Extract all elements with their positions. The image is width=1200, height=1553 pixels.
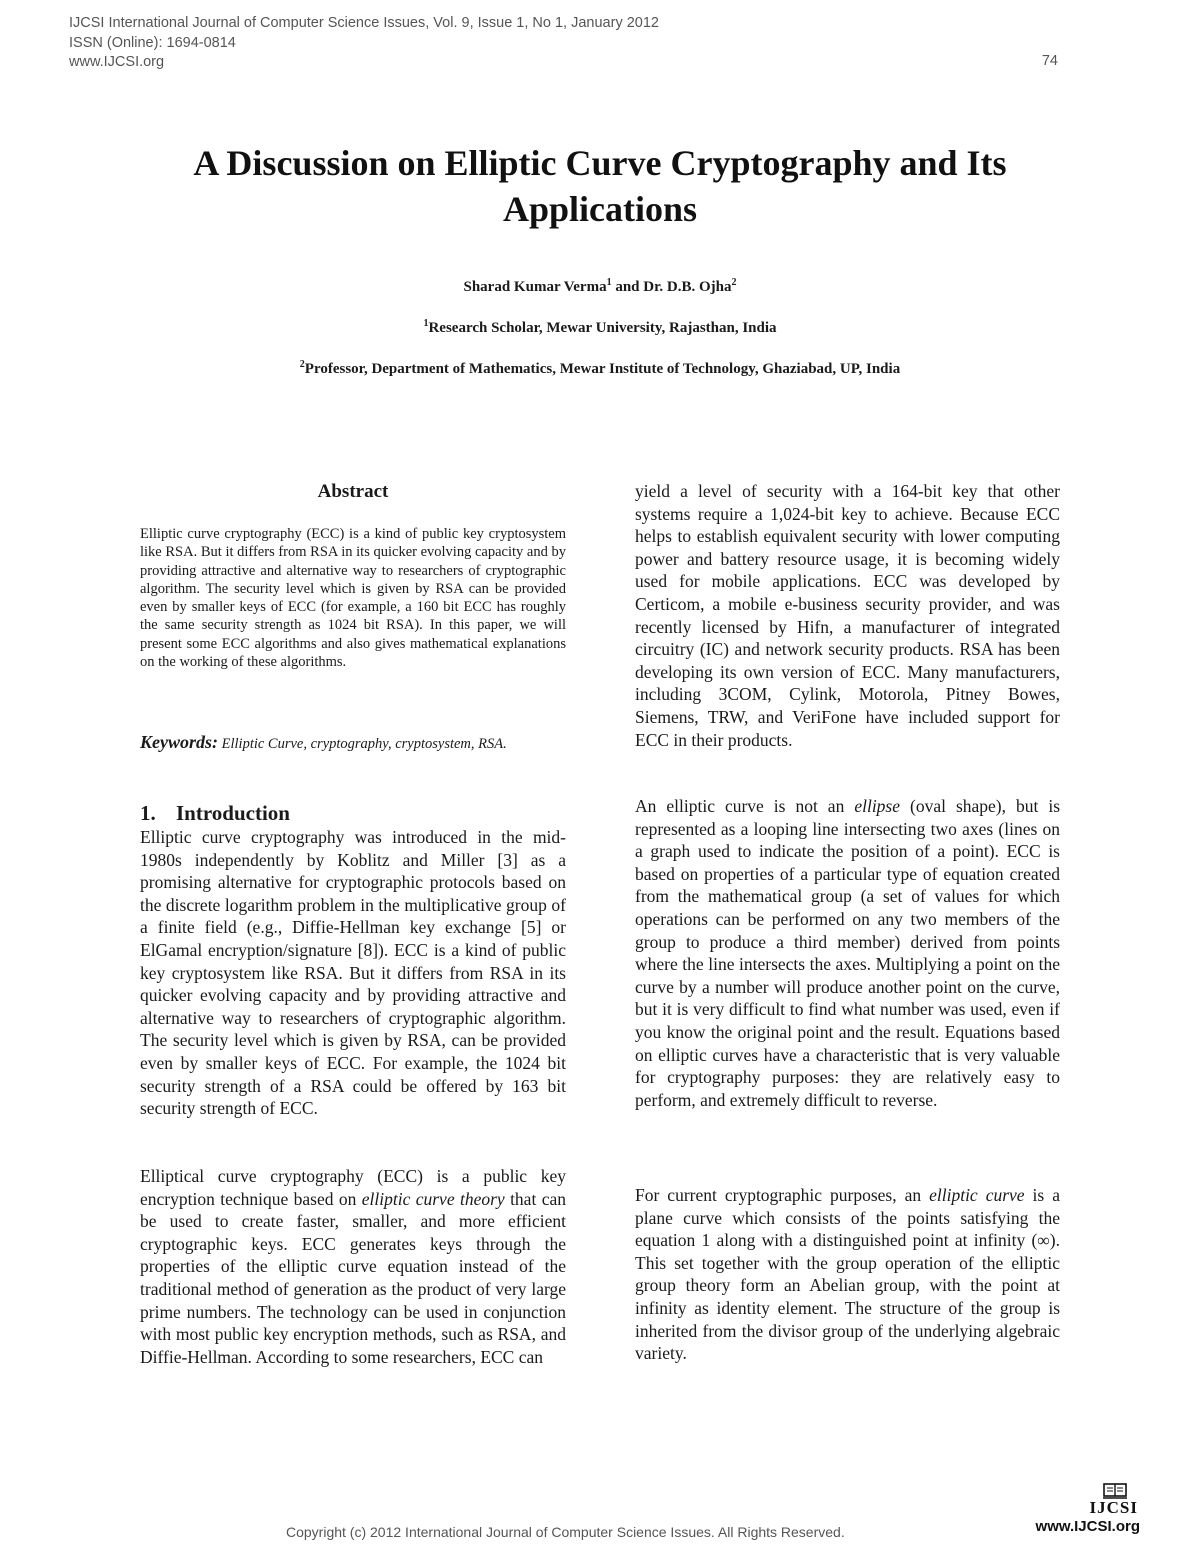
intro-right-paragraph-2-emphasis: ellipse — [854, 796, 901, 816]
abstract-heading: Abstract — [317, 481, 389, 502]
logo-name: IJCSI — [1089, 1498, 1138, 1517]
issn-line: ISSN (Online): 1694-0814 — [69, 34, 236, 51]
copyright-footer: Copyright (c) 2012 International Journal of Computer Science Issues. All Rights Reserved. — [286, 1524, 845, 1540]
intro-right-paragraph-3 — [635, 1184, 1060, 1365]
intro-right-paragraph-3-part1: For current cryptographic purposes, an — [635, 1185, 930, 1205]
affiliation-2-text: Professor, Department of Mathematics, Mewar Institute of Technology, Ghaziabad, UP, India — [304, 361, 901, 377]
affiliation-1-sup: 1 — [423, 318, 429, 329]
intro-right-paragraph-2-part1: An elliptic curve is not an — [635, 796, 855, 816]
intro-paragraph-2-part2: that can be used to create faster, smaller, and more efficient cryptographic keys. ECC generates keys through the properties of the elliptic curve equation instead of the traditional method of generation as the product of very large prime numbers. The technology can be used in conjunction with most public key encryption methods, such as RSA, and Diffie-Hellman. According to some researchers, ECC can — [140, 1188, 566, 1367]
section-title: Introduction — [176, 801, 290, 825]
author-2: Dr. D.B. Ojha — [643, 279, 732, 295]
section-number: 1. — [140, 801, 156, 825]
keywords — [140, 732, 566, 754]
page-number: 74 — [1041, 53, 1058, 69]
abstract-text: Elliptic curve cryptography (ECC) is a kind of public key cryptosystem like RSA. But it differs from RSA in its quicker evolving capacity and by providing attractive and alternative way to researchers of cryptographic algorithm. The security level which is given by RSA can be provided even by smaller keys of ECC (for example, a 160 bit ECC has roughly the same security strength as 1024 bit RSA). In this paper, we will present some ECC algorithms and also gives mathematical explanations on the working of these algorithms. — [140, 526, 566, 671]
intro-paragraph-2-emphasis: elliptic curve theory — [361, 1188, 505, 1209]
affiliation-2-sup: 2 — [299, 359, 305, 370]
journal-line: IJCSI International Journal of Computer Science Issues, Vol. 9, Issue 1, No 1, January 2012 — [69, 15, 659, 31]
section-heading-introduction — [140, 801, 290, 826]
affiliation-2 — [0, 361, 1200, 378]
intro-right-paragraph-3-part2: is a plane curve which consists of the points satisfying the equation 1 along with a distinguished point at infinity (∞). This set together with the group operation of the elliptic group theory form an Abelian group, with the point at infinity as identity element. The structure of the group is inherited from the divisor group of the underlying algebraic variety. — [635, 1185, 1060, 1364]
author-line — [0, 279, 1200, 296]
intro-paragraph-1: Elliptic curve cryptography was introduced in the mid-1980s independently by Koblitz and Miller [3] as a promising alternative for cryptographic protocols based on the discrete logarithm problem in the multiplicative group of a finite field (e.g., Diffie-Hellman key exchange [5] or ElGamal encryption/signature [8]). ECC is a kind of public key cryptosystem like RSA. But it differs from RSA in its quicker evolving capacity and by providing attractive and alternative way to researchers of cryptographic algorithm. The security level which is given by RSA, can be provided even by smaller keys of ECC. For example, the 1024 bit security strength of a RSA could be offered by 163 bit security strength of ECC. — [140, 827, 566, 1119]
intro-right-paragraph-2 — [635, 795, 1060, 1111]
intro-right-paragraph-2-part2: (oval shape), but is represented as a looping line intersecting two axes (lines on a graph used to indicate the position of a point). ECC is based on properties of a particular type of equation created from the mathematical group (a set of values for which operations can be performed on any two members of the group to produce a third member) derived from points where the line intersects the axes. Multiplying a point on the curve by a number will produce another point on the curve, but it is very difficult to find what number was used, even if you know the original point and the result. Equations based on elliptic curves have a characteristic that is very valuable for cryptography purposes: they are relatively easy to perform, and extremely difficult to reverse. — [635, 796, 1060, 1110]
keywords-label: Keywords: — [140, 732, 218, 752]
affiliation-1 — [0, 320, 1200, 337]
intro-paragraph-2-part1: Elliptical curve cryptography (ECC) is a public key encryption technique based on — [140, 1166, 566, 1209]
author-connector: and — [611, 279, 644, 295]
keywords-text: Elliptic Curve, cryptography, cryptosystem, RSA. — [221, 736, 507, 752]
author-1: Sharad Kumar Verma — [463, 279, 607, 295]
intro-right-paragraph-3-emphasis: elliptic curve — [929, 1185, 1025, 1205]
journal-header — [69, 14, 659, 73]
website-line: www.IJCSI.org — [69, 54, 165, 70]
intro-paragraph-2 — [140, 1165, 566, 1368]
affiliation-1-text: Research Scholar, Mewar University, Rajasthan, India — [428, 320, 777, 336]
paper-title: A Discussion on Elliptic Curve Cryptography and Its Applications — [193, 143, 1007, 229]
author-2-sup: 2 — [731, 277, 737, 288]
author-1-sup: 1 — [606, 277, 612, 288]
intro-right-paragraph-1: yield a level of security with a 164-bit key that other systems require a 1,024-bit key to achieve. Because ECC helps to establish equivalent security with lower computing power and battery resource usage, it is becoming widely used for mobile applications. ECC was developed by Certicom, a mobile e-business security provider, and was recently licensed by Hifn, a manufacturer of integrated circuitry (IC) and network security products. RSA has been developing its own version of ECC. Many manufacturers, including 3COM, Cylink, Motorola, Pitney Bowes, Siemens, TRW, and VeriFone have included support for ECC in their products. — [635, 481, 1060, 750]
logo-url: www.IJCSI.org — [1035, 1518, 1140, 1535]
ijcsi-logo — [1020, 1482, 1140, 1535]
